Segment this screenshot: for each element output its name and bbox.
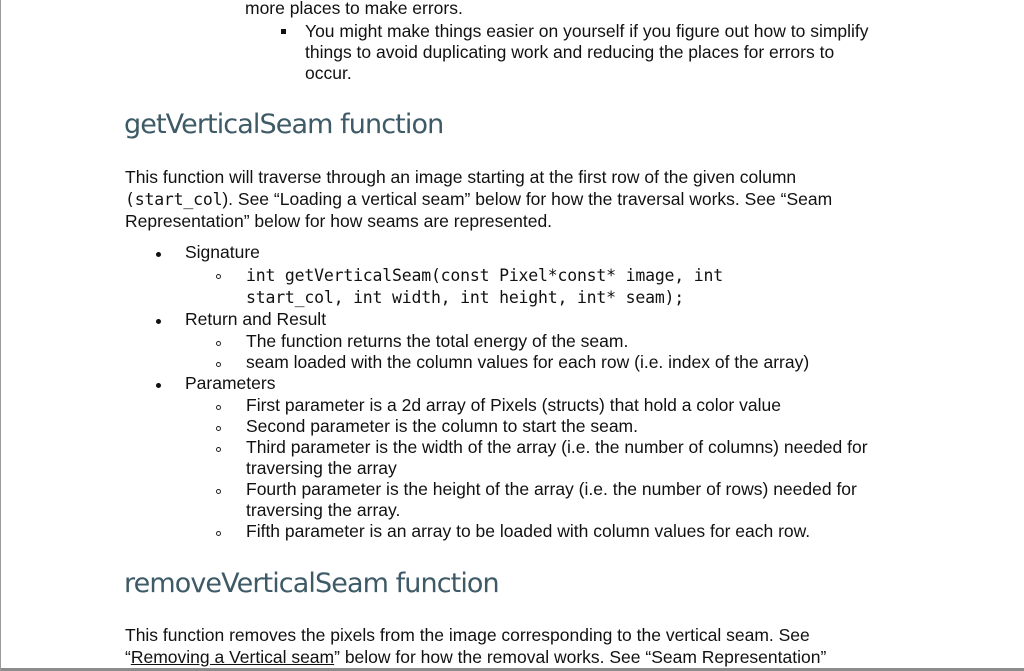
section2-intro-line-1: This function removes the pixels from the image corresponding to the vertical seam. See: [125, 625, 810, 645]
param-3-line-1: Third parameter is the width of the array (i.e. the number of columns) needed for: [246, 437, 868, 457]
circle-bullet-icon: [216, 405, 221, 410]
param-4-line-1: Fourth parameter is the height of the array (i.e. the number of rows) needed for: [246, 479, 857, 499]
circle-bullet-icon: [216, 426, 221, 431]
param-4-line-2: traversing the array.: [246, 500, 401, 520]
params-label: Parameters: [185, 373, 276, 393]
return-item-1: The function returns the total energy of the seam.: [246, 331, 629, 351]
signature-code-line-2: start_col, int width, int height, int* seam);: [246, 288, 685, 307]
signature-code-line-1: int getVerticalSeam(const Pixel*const* image, int: [246, 266, 723, 285]
intro-line-1: This function will traverse through an image starting at the first row of the given column: [125, 167, 797, 187]
tip-line-1: You might make things easier on yourself if you figure out how to simplify: [305, 21, 869, 41]
circle-bullet-icon: [216, 447, 221, 452]
open-quote: “: [125, 647, 131, 667]
param-3-line-2: traversing the array: [246, 458, 397, 478]
tip-line-2: things to avoid duplicating work and reducing the places for errors to: [305, 42, 835, 62]
param-1: First parameter is a 2d array of Pixels (structs) that hold a color value: [246, 395, 781, 415]
param-2: Second parameter is the column to start the seam.: [246, 416, 638, 436]
text-continuation: more places to make errors.: [245, 0, 463, 18]
circle-bullet-icon: [216, 362, 221, 367]
signature-label: Signature: [185, 242, 260, 262]
square-bullet-icon: [281, 29, 286, 34]
return-label: Return and Result: [185, 309, 327, 329]
section2-intro-line-2-rest: ” below for how the removal works. See “Seam Representation”: [334, 647, 827, 667]
return-item-2: seam loaded with the column values for each row (i.e. index of the array): [246, 352, 810, 372]
circle-bullet-icon: [216, 341, 221, 346]
inline-code-start-col: (start_col: [125, 190, 223, 209]
disc-bullet-icon: [156, 319, 161, 324]
circle-bullet-icon: [216, 531, 221, 536]
section-heading-getverticalseam: getVerticalSeam function: [124, 109, 444, 140]
param-5: Fifth parameter is an array to be loaded with column values for each row.: [246, 521, 811, 541]
link-removing-vertical-seam[interactable]: Removing a Vertical seam: [130, 647, 335, 667]
intro-line-2: [125, 189, 832, 210]
intro-line-3: Representation” below for how seams are represented.: [125, 211, 553, 231]
circle-bullet-icon: [216, 489, 221, 494]
section-heading-removeverticalseam: removeVerticalSeam function: [124, 568, 499, 599]
tip-line-3: occur.: [305, 63, 352, 83]
disc-bullet-icon: [156, 252, 161, 257]
intro-line-2-rest: ). See “Loading a vertical seam” below for how the traversal works. See “Seam: [222, 189, 833, 209]
section2-intro-line-2: [125, 647, 826, 668]
circle-bullet-icon: [216, 274, 221, 279]
disc-bullet-icon: [156, 383, 161, 388]
